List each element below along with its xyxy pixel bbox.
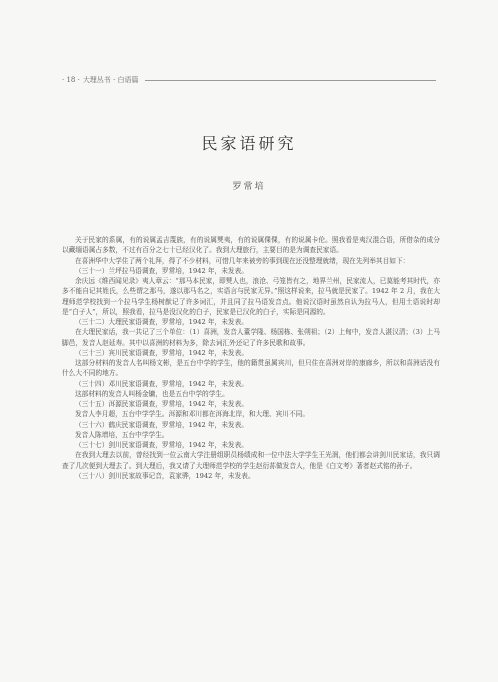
- paragraph: 在大理民家话，我一共记了三个单位：（1）喜洲，发音人董学隆、杨国栋、张朔祖；（2）上甸中，发音人湛汉清；（3）上马脚邑，发音人赵延寿。其中以喜洲的材料为多，除去词汇外还记了许多民歌和故事。: [62, 328, 440, 347]
- paragraph: （三十五）洱源民家语调查，罗常培，1942 年，未发表。: [75, 400, 248, 408]
- paragraph: （三十七）剑川民家语调查，罗常培，1942 年，未发表。: [75, 441, 248, 449]
- article-body: [62, 235, 440, 481]
- paragraph: 关于民家的系属，有的说属孟吉蔑族，有的说属僰夷，有的说属倮倮，有的说属卡伦。照我看是夷汉混合语，所借杂的成分以藏缅语属占多数，不过有百分之七十已经汉化了。我到大理旅行，主要目的是为调查民家语。: [62, 236, 440, 255]
- paragraph: （三十八）剑川民家故事记音，袁家骅，1942 年，未发表。: [75, 471, 255, 480]
- paragraph: （三十六）鹤庆民家语调查，罗常培，1942 年，未发表。: [75, 420, 248, 429]
- paragraph: 在我到大理去以前，曾经找到一位云南大学注册组职员杨绩成和一位中法大学学生王光润，他们都会讲剑川民家话，我只调查了几次便到大理去了。到大理后，我又请了大理师范学校的学生赵衍荪做发音人，他是《白文考》著者赵式铭的孙子。: [62, 451, 440, 470]
- paragraph: 余庆远《维西闻见录》夷人章云：“那马本民家，即僰人也，浪沧、弓笼皆有之，地界兰州，民家流人，已莫能考其时代，亦多不能自记其姓氏，么些谓之那马，遂以那马名之，实语言与民家无异。”照这样说来，拉马就是民家了。1942 年 2 月，我在大理师范学校找到一个拉马学生杨树猷记了许多词汇，并且同了拉马语发音点。他说汉语时虽然自认为拉马人，但用土语说时却是“白子人”，所以，照我看，拉马是没汉化的白子，民家是已汉化的白子，实际是同源的。: [62, 277, 440, 316]
- article-author: 罗常培: [232, 182, 266, 192]
- paragraph: 这部材料的发音人叫杨金镛，也是五台中学的学生。: [75, 389, 229, 398]
- paragraph: 发音人李月超，五台中学学生。洱源和邓川都在洱海北岸，和大理、宾川不同。: [75, 410, 310, 419]
- paragraph: （三十四）邓川民家语调查，罗常培，1942 年，未发表。: [75, 379, 248, 388]
- page-number: · 18 ·: [62, 76, 80, 84]
- paragraph: （三十三）宾川民家语调查，罗常培，1942 年，未发表。: [75, 348, 248, 357]
- paragraph: （三十二）大理民家语调查，罗常培，1942 年，未发表。: [75, 318, 248, 326]
- series-title: 大理丛书 · 白语篇: [82, 76, 139, 84]
- paragraph: 在喜洲华中大学住了两个礼拜，得了不少材料，可惜几年来被旁的事到现在还没整理就绪，现在先列举其目如下：: [75, 256, 410, 265]
- paragraph: 发音人陈增培，五台中学学生。: [75, 430, 169, 439]
- article-title: 民家语研究: [201, 134, 297, 153]
- paragraph: 这部分材料的发音人名叫杨文彬，是五台中学的学生，他的籍贯虽属宾川，但只住在喜洲对岸的康廊乡，所以和喜洲话没有什么大不同的地方。: [62, 359, 440, 378]
- running-header: [62, 74, 436, 86]
- header-rule: [145, 80, 437, 81]
- paragraph: （三十一）兰坪拉马语调查，罗常培，1942 年，未发表。: [75, 266, 248, 275]
